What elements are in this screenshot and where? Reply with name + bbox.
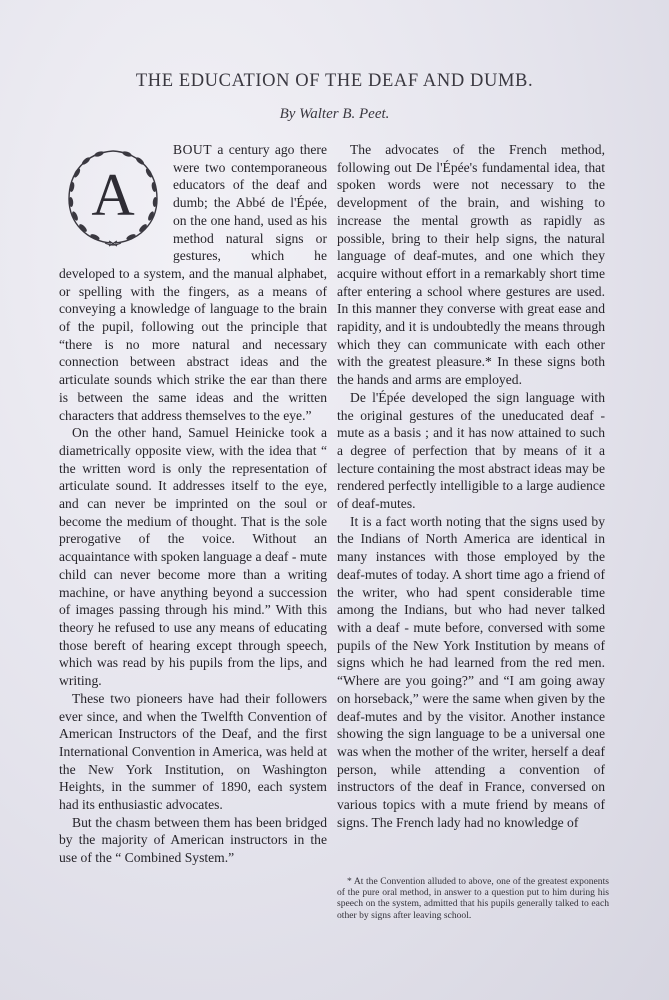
footnote [337,876,609,921]
paragraph [59,141,327,424]
paragraph: These two pioneers have had their followers ever since, and when the Twelfth Convention of American Instructors of the Deaf, and the first International Convention in America, was held at the New York Institution, on Washington Heights, in the summer of 1890, each system had its enthusiastic advocates. [59,690,327,813]
article-byline: By Walter B. Peet. [279,106,390,122]
right-column [337,141,605,831]
left-column [59,141,327,867]
footnote-text: * At the Convention alluded to above, one of the greatest exponents of the pure oral method, in answer to a question put to him during his speech on the system, admitted that his pupils generally talked to each other by signs after leaving school. [337,876,609,921]
paragraph: It is a fact worth noting that the signs used by the Indians of North America are identical in many instances with those employed by the deaf-mutes of today. A short time ago a friend of the writer, who had spent considerable time among the Indians, but who had never talked with a deaf - mute before, conversed with some pupils of the New York Institution by means of signs which he had learned from the red men. “Where are you going?” and “I am going away on horseback,” were the same when given by the deaf-mutes and by the visitor. Another instance showing the sign language to be a universal one was when the mother of the writer, herself a deaf person, while attending a convention of instructors of the deaf in France, conversed on various topics with a mute friend by means of signs. The French lady had no knowledge of [337,513,605,830]
paragraph: De l'Épée developed the sign language with the original gestures of the uneducated deaf - mute as a basis ; and it has now attained to such a degree of perfection that by means of it a lecture containing the most abstract ideas may be rendered perfectly intelligible to a large audience of deaf-mutes. [337,389,605,512]
paragraph: On the other hand, Samuel Heinicke took a diametrically opposite view, with the idea that “ the written word is only the representation of articulate sound. It addresses itself to the eye, and can never be imprinted on the soul or become the medium of thought. That is the sole prerogative of the voice. Without an acquaintance with spoken language a deaf - mute child can never become more than a writing machine, or have anything beyond a succession of images passing through his mind.” With this theory he refused to use any means of educating those bereft of hearing except through speech, which was read by his pupils from the lips, and writing. [59,425,327,689]
article-title: THE EDUCATION OF THE DEAF AND DUMB. [135,71,534,91]
paragraph-text: a century ago there were two contemporaneous educators of the deaf and dumb; the Abbé de l'Épée, on the one hand, used as his method natural signs or gestures, which he developed to a system, and the manual alphabet, or spelling with the fingers, as a means of conveying a knowledge of language to the brain of the pupil, following out the principle that “there is no more natural and necessary connection between abstract ideas and the articulate sounds which strike the ear than there is between the same ideas and the written characters that address themselves to the eye.” [59,142,327,423]
dropcap-letter: A [91,162,135,228]
lead-word: BOUT [173,142,213,157]
decorative-initial [59,143,167,251]
paragraph: But the chasm between them has been bridged by the majority of American instructors in the use of the “ Combined System.” [59,814,327,866]
paragraph: The advocates of the French method, following out De l'Épée's fundamental idea, that spoken words were not necessary to the development of the brain, and wishing to increase the mental growth as rapidly as possible, bring to their help signs, the natural language of deaf-mutes, and one which they acquire without effort in a remarkably short time after entering a school where gestures are used. In this manner they converse with great ease and rapidity, and it is undoubtedly the means through which they can communicate with each other with the greatest pleasure.* In these signs both the hands and arms are employed. [337,142,605,388]
